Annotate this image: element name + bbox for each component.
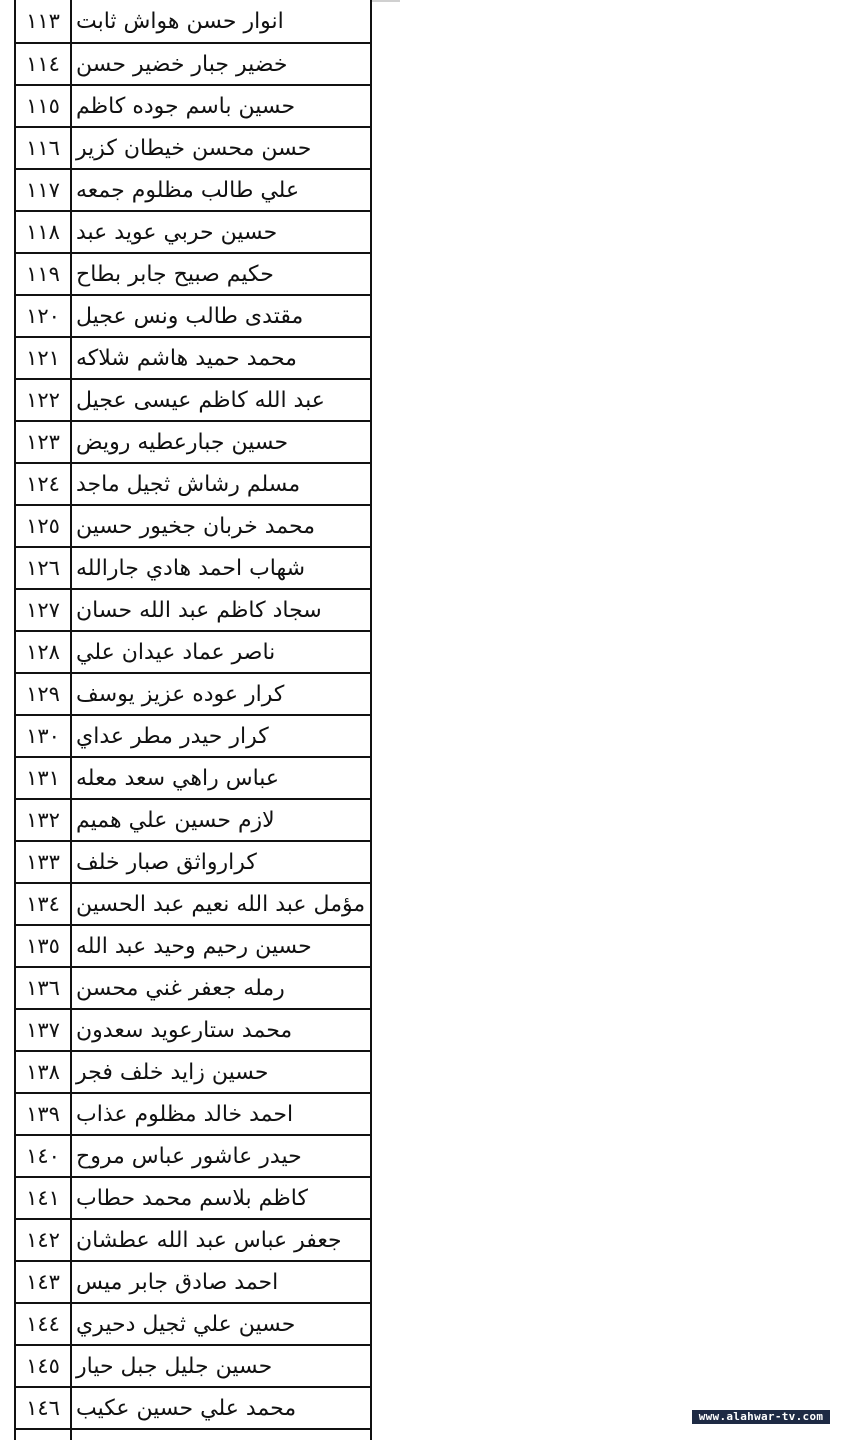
site-watermark: www.alahwar-tv.com (692, 1410, 830, 1424)
row-name: رمله جعفر غني محسن (76, 975, 285, 1001)
row-number: ١١٨ (26, 220, 60, 244)
row-number: ١٤٢ (26, 1228, 60, 1252)
table-row (14, 338, 372, 380)
row-name: مسلم رشاش ثجيل ماجد (76, 471, 301, 497)
row-name: حسين رحيم وحيد عبد الله (76, 933, 312, 959)
row-number: ١٤١ (26, 1186, 60, 1210)
row-number: ١٣١ (26, 766, 60, 790)
table-row (14, 926, 372, 968)
table-row (14, 632, 372, 674)
table-row (14, 1262, 372, 1304)
row-number: ١٢٠ (26, 304, 60, 328)
table-row (14, 1220, 372, 1262)
row-number: ١١٤ (26, 52, 60, 76)
table-row (14, 422, 372, 464)
table-row (14, 86, 372, 128)
row-name: عبد الله كاظم عيسى عجيل (76, 387, 325, 413)
table-row (14, 1178, 372, 1220)
table-row (14, 968, 372, 1010)
row-name: ناصر عماد عيدان علي (76, 639, 276, 665)
table-right-border (370, 0, 372, 1440)
row-number: ١٣٣ (26, 850, 60, 874)
row-number: ١٢٤ (26, 472, 60, 496)
row-name: لازم حسين علي هميم (76, 807, 275, 833)
row-name: مقتدى طالب ونس عجيل (76, 303, 304, 329)
row-number: ١٣٥ (26, 934, 60, 958)
row-name: مؤمل عبد الله نعيم عبد الحسين (76, 891, 366, 917)
row-name: كاظم بلاسم محمد حطاب (76, 1185, 308, 1211)
row-number: ١١٥ (26, 94, 60, 118)
row-number: ١٢٩ (26, 682, 60, 706)
row-number: ١٣٨ (26, 1060, 60, 1084)
table-row (14, 884, 372, 926)
row-number: ١١٣ (26, 9, 60, 33)
table-body (14, 0, 372, 1430)
table-row (14, 842, 372, 884)
row-number: ١١٦ (26, 136, 60, 160)
row-number: ١٣٠ (26, 724, 60, 748)
row-name: حيدر عاشور عباس مروح (76, 1143, 302, 1169)
table-row (14, 1052, 372, 1094)
table-row (14, 170, 372, 212)
row-number: ١٣٦ (26, 976, 60, 1000)
row-number: ١٤٣ (26, 1270, 60, 1294)
names-table (14, 0, 372, 1440)
table-row (14, 1010, 372, 1052)
row-number: ١٣٤ (26, 892, 60, 916)
row-number: ١٤٥ (26, 1354, 60, 1378)
table-row (14, 506, 372, 548)
table-row (14, 464, 372, 506)
row-name: حكيم صبيح جابر بطاح (76, 261, 274, 287)
row-number: ١٣٩ (26, 1102, 60, 1126)
table-row (14, 1388, 372, 1430)
row-number: ١٢٣ (26, 430, 60, 454)
row-name: حسين جبارعطيه رويض (76, 429, 289, 455)
row-name: حسن محسن خيطان كزير (76, 135, 312, 161)
table-row (14, 1346, 372, 1388)
top-edge-line (372, 0, 400, 2)
table-row (14, 716, 372, 758)
row-name: حسين باسم جوده كاظم (76, 93, 296, 119)
row-number: ١٣٢ (26, 808, 60, 832)
row-number: ١٢٢ (26, 388, 60, 412)
row-number: ١٢٥ (26, 514, 60, 538)
table-column-divider (70, 0, 72, 1440)
table-left-border (14, 0, 16, 1440)
row-number: ١٢١ (26, 346, 60, 370)
table-row (14, 128, 372, 170)
row-number: ١٤٤ (26, 1312, 60, 1336)
row-name: حسين علي ثجيل دحيري (76, 1311, 296, 1337)
table-row (14, 758, 372, 800)
row-number: ١١٩ (26, 262, 60, 286)
row-name: علي طالب مظلوم جمعه (76, 177, 300, 203)
table-row (14, 590, 372, 632)
table-row (14, 296, 372, 338)
table-row (14, 674, 372, 716)
row-name: حسين جليل جبل حيار (76, 1353, 273, 1379)
row-name: كرارواثق صبار خلف (76, 849, 257, 875)
row-number: ١٢٦ (26, 556, 60, 580)
table-row (14, 212, 372, 254)
row-name: جعفر عباس عبد الله عطشان (76, 1227, 342, 1253)
table-row (14, 0, 372, 44)
table-row (14, 1304, 372, 1346)
row-number: ١٣٧ (26, 1018, 60, 1042)
table-row (14, 380, 372, 422)
row-name: انوار حسن هواش ثابت (76, 8, 284, 34)
row-name: محمد ستارعويد سعدون (76, 1017, 293, 1043)
row-number: ١١٧ (26, 178, 60, 202)
row-name: خضير جبار خضير حسن (76, 51, 288, 77)
row-number: ١٤٦ (26, 1396, 60, 1420)
table-row (14, 1094, 372, 1136)
row-name: حسين حربي عويد عبد (76, 219, 278, 245)
row-number: ١٤٠ (26, 1144, 60, 1168)
row-name: محمد علي حسين عكيب (76, 1395, 297, 1421)
row-name: كرار حيدر مطر عداي (76, 723, 269, 749)
row-name: سجاد كاظم عبد الله حسان (76, 597, 322, 623)
row-name: حسين زايد خلف فجر (76, 1059, 269, 1085)
row-name: محمد حميد هاشم شلاكه (76, 345, 297, 371)
row-number: ١٢٨ (26, 640, 60, 664)
table-row (14, 800, 372, 842)
row-name: محمد خربان جخيور حسين (76, 513, 315, 539)
table-row (14, 548, 372, 590)
row-number: ١٢٧ (26, 598, 60, 622)
table-row (14, 254, 372, 296)
row-name: كرار عوده عزيز يوسف (76, 681, 285, 707)
row-name: احمد خالد مظلوم عذاب (76, 1101, 294, 1127)
row-name: شهاب احمد هادي جارالله (76, 555, 306, 581)
row-name: احمد صادق جابر ميس (76, 1269, 279, 1295)
table-row (14, 44, 372, 86)
row-name: عباس راهي سعد معله (76, 765, 280, 791)
table-row (14, 1136, 372, 1178)
